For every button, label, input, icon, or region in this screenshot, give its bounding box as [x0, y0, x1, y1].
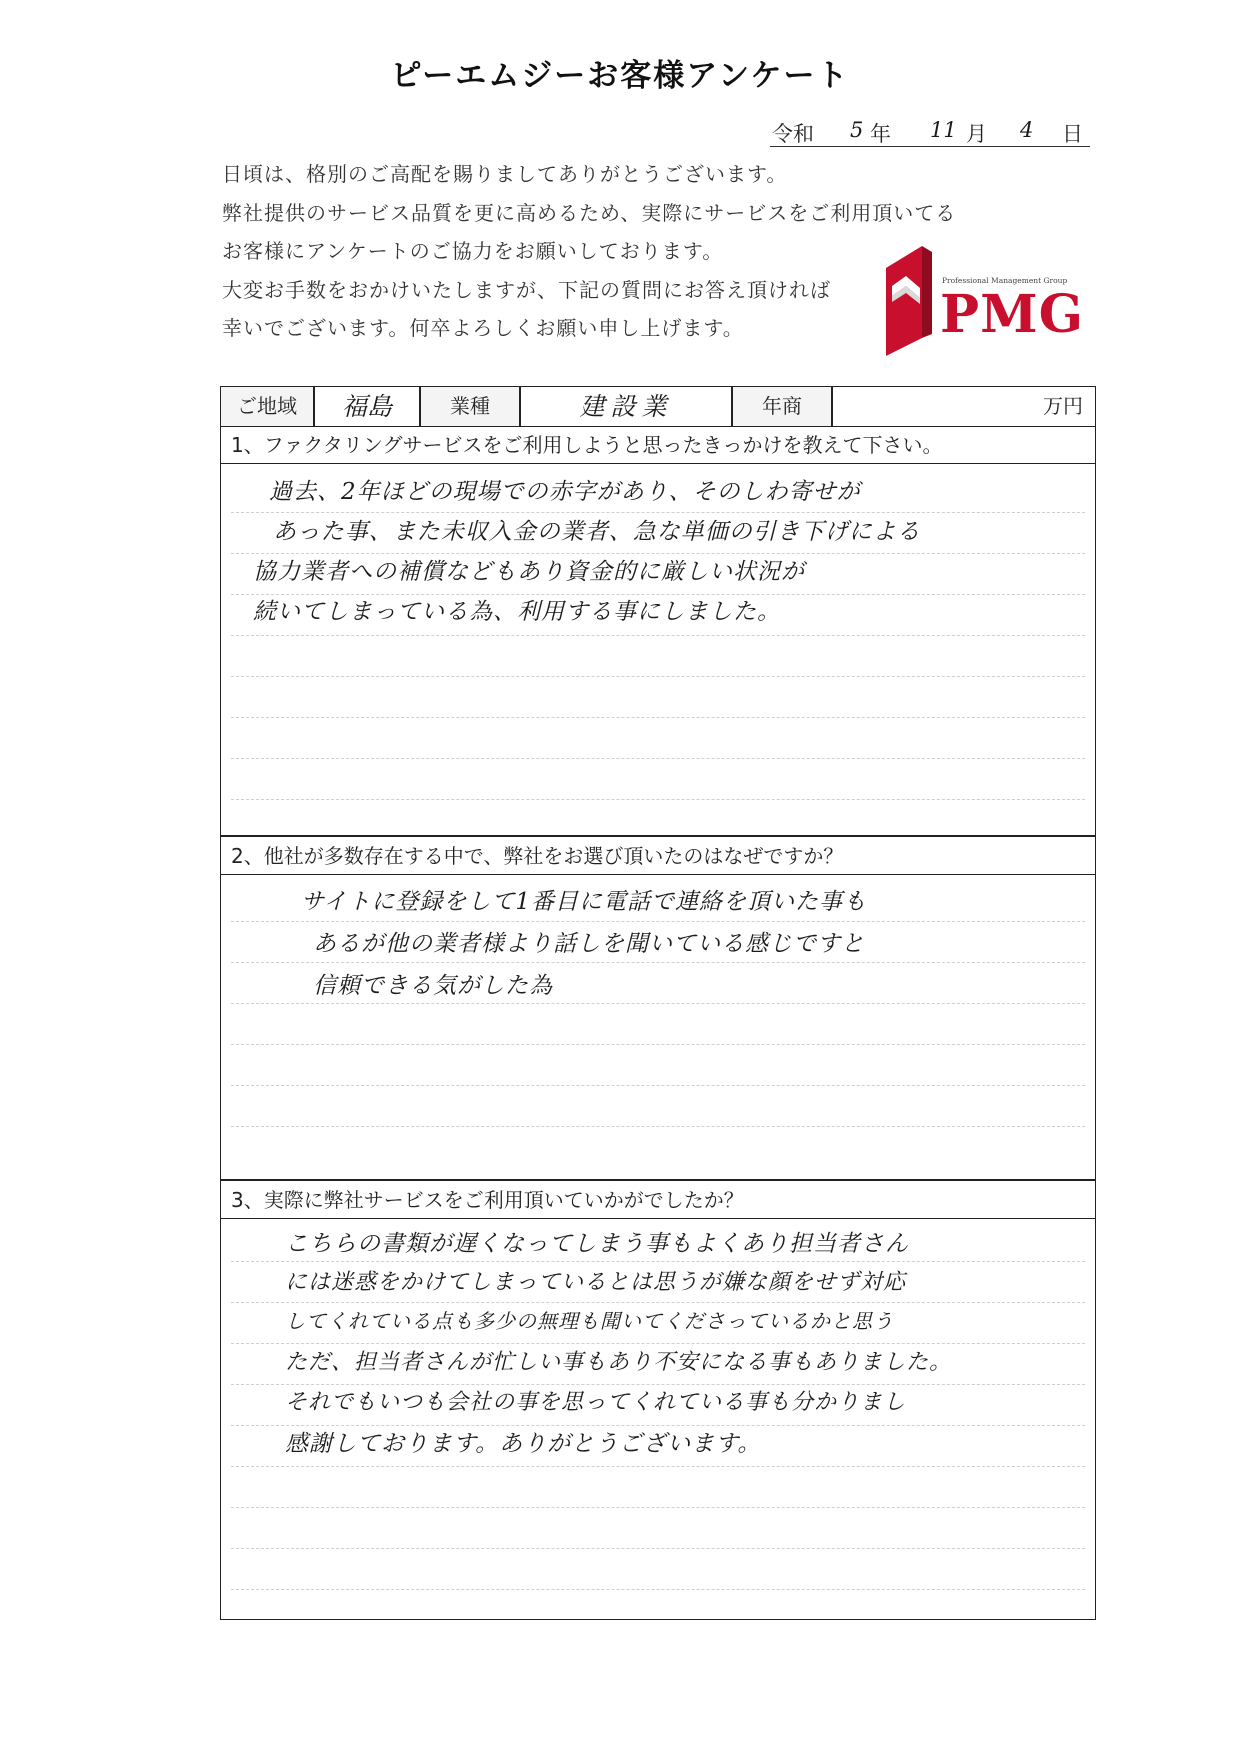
question-1-label: 1、ファクタリングサービスをご利用しようと思ったきっかけを教えて下さい。	[221, 426, 1095, 464]
industry-label: 業種	[421, 387, 519, 426]
answer-2-line: 信頼できる気がした為	[313, 973, 553, 999]
date-day: 4	[1020, 118, 1034, 142]
date-month-unit: 月	[966, 122, 987, 146]
info-header-row	[221, 387, 1095, 427]
answer-2-line: サイトに登録をして1番目に電話で連絡を頂いた事も	[301, 889, 868, 915]
answer-1-line: 協力業者への補償などもあり資金的に厳しい状況が	[253, 559, 805, 585]
intro-line: お客様にアンケートのご協力をお願いしております。	[222, 239, 724, 263]
survey-form	[220, 386, 1096, 1620]
intro-line: 幸いでございます。何卒よろしくお願い申し上げます。	[222, 316, 744, 340]
question-3-label: 3、実際に弊社サービスをご利用頂いていかがでしたか？	[221, 1181, 1095, 1219]
page-title: ピーエムジーお客様アンケート	[390, 58, 850, 94]
logo-name: PMG	[940, 284, 1085, 345]
date-era: 令和	[772, 122, 814, 146]
date-day-unit: 日	[1062, 122, 1083, 146]
answer-3-line: こちらの書類が遅くなってしまう事もよくあり担当者さん	[285, 1231, 909, 1257]
answer-3-line: ただ、担当者さんが忙しい事もあり不安になる事もありました。	[285, 1350, 953, 1375]
answer-1-line: 続いてしまっている為、利用する事にしました。	[253, 599, 781, 625]
pmg-logo	[886, 246, 1085, 356]
answer-3-line: 感謝しております。ありがとうございます。	[285, 1431, 762, 1457]
answer-3-line: してくれている点も多少の無理も聞いてくださっているかと思う	[285, 1309, 894, 1333]
industry-value: 建設業	[579, 392, 673, 421]
intro-text	[222, 155, 956, 348]
question-2-answer-area	[231, 876, 1085, 1176]
logo-mark-icon	[886, 246, 940, 356]
intro-line: 弊社提供のサービス品質を更に高めるため、実際にサービスをご利用頂いてる	[222, 200, 957, 225]
answer-3-line: には迷惑をかけてしまっているとは思うが嫌な顔をせず対応	[285, 1270, 907, 1295]
sales-unit: 万円	[1043, 394, 1083, 418]
intro-line: 大変お手数をおかけいたしますが、下記の質問にお答え頂ければ	[222, 277, 831, 302]
sales-label: 年商	[733, 387, 831, 426]
region-label: ご地域	[221, 387, 313, 426]
question-2-label: 2、他社が多数存在する中で、弊社をお選び頂いたのはなぜですか？	[221, 837, 1095, 875]
answer-1-line: あった事、また未収入金の業者、急な単価の引き下げによる	[273, 519, 921, 545]
logo-tagline: Professional Management Group	[942, 276, 1068, 285]
date-year-unit: 年	[870, 122, 891, 146]
date-year: 5	[850, 118, 864, 142]
intro-line: 日頃は、格別のご高配を賜りましてありがとうございます。	[222, 162, 788, 186]
answer-2-line: あるが他の業者様より話しを聞いている感じですと	[313, 931, 865, 957]
answer-3-line: それでもいつも会社の事を思ってくれている事も分かりまし	[285, 1390, 907, 1415]
date-month: 11	[930, 118, 957, 142]
answer-1-line: 過去、2年ほどの現場での赤字があり、そのしわ寄せが	[269, 479, 861, 505]
region-value: 福島	[341, 392, 392, 421]
date-line	[770, 116, 1090, 147]
